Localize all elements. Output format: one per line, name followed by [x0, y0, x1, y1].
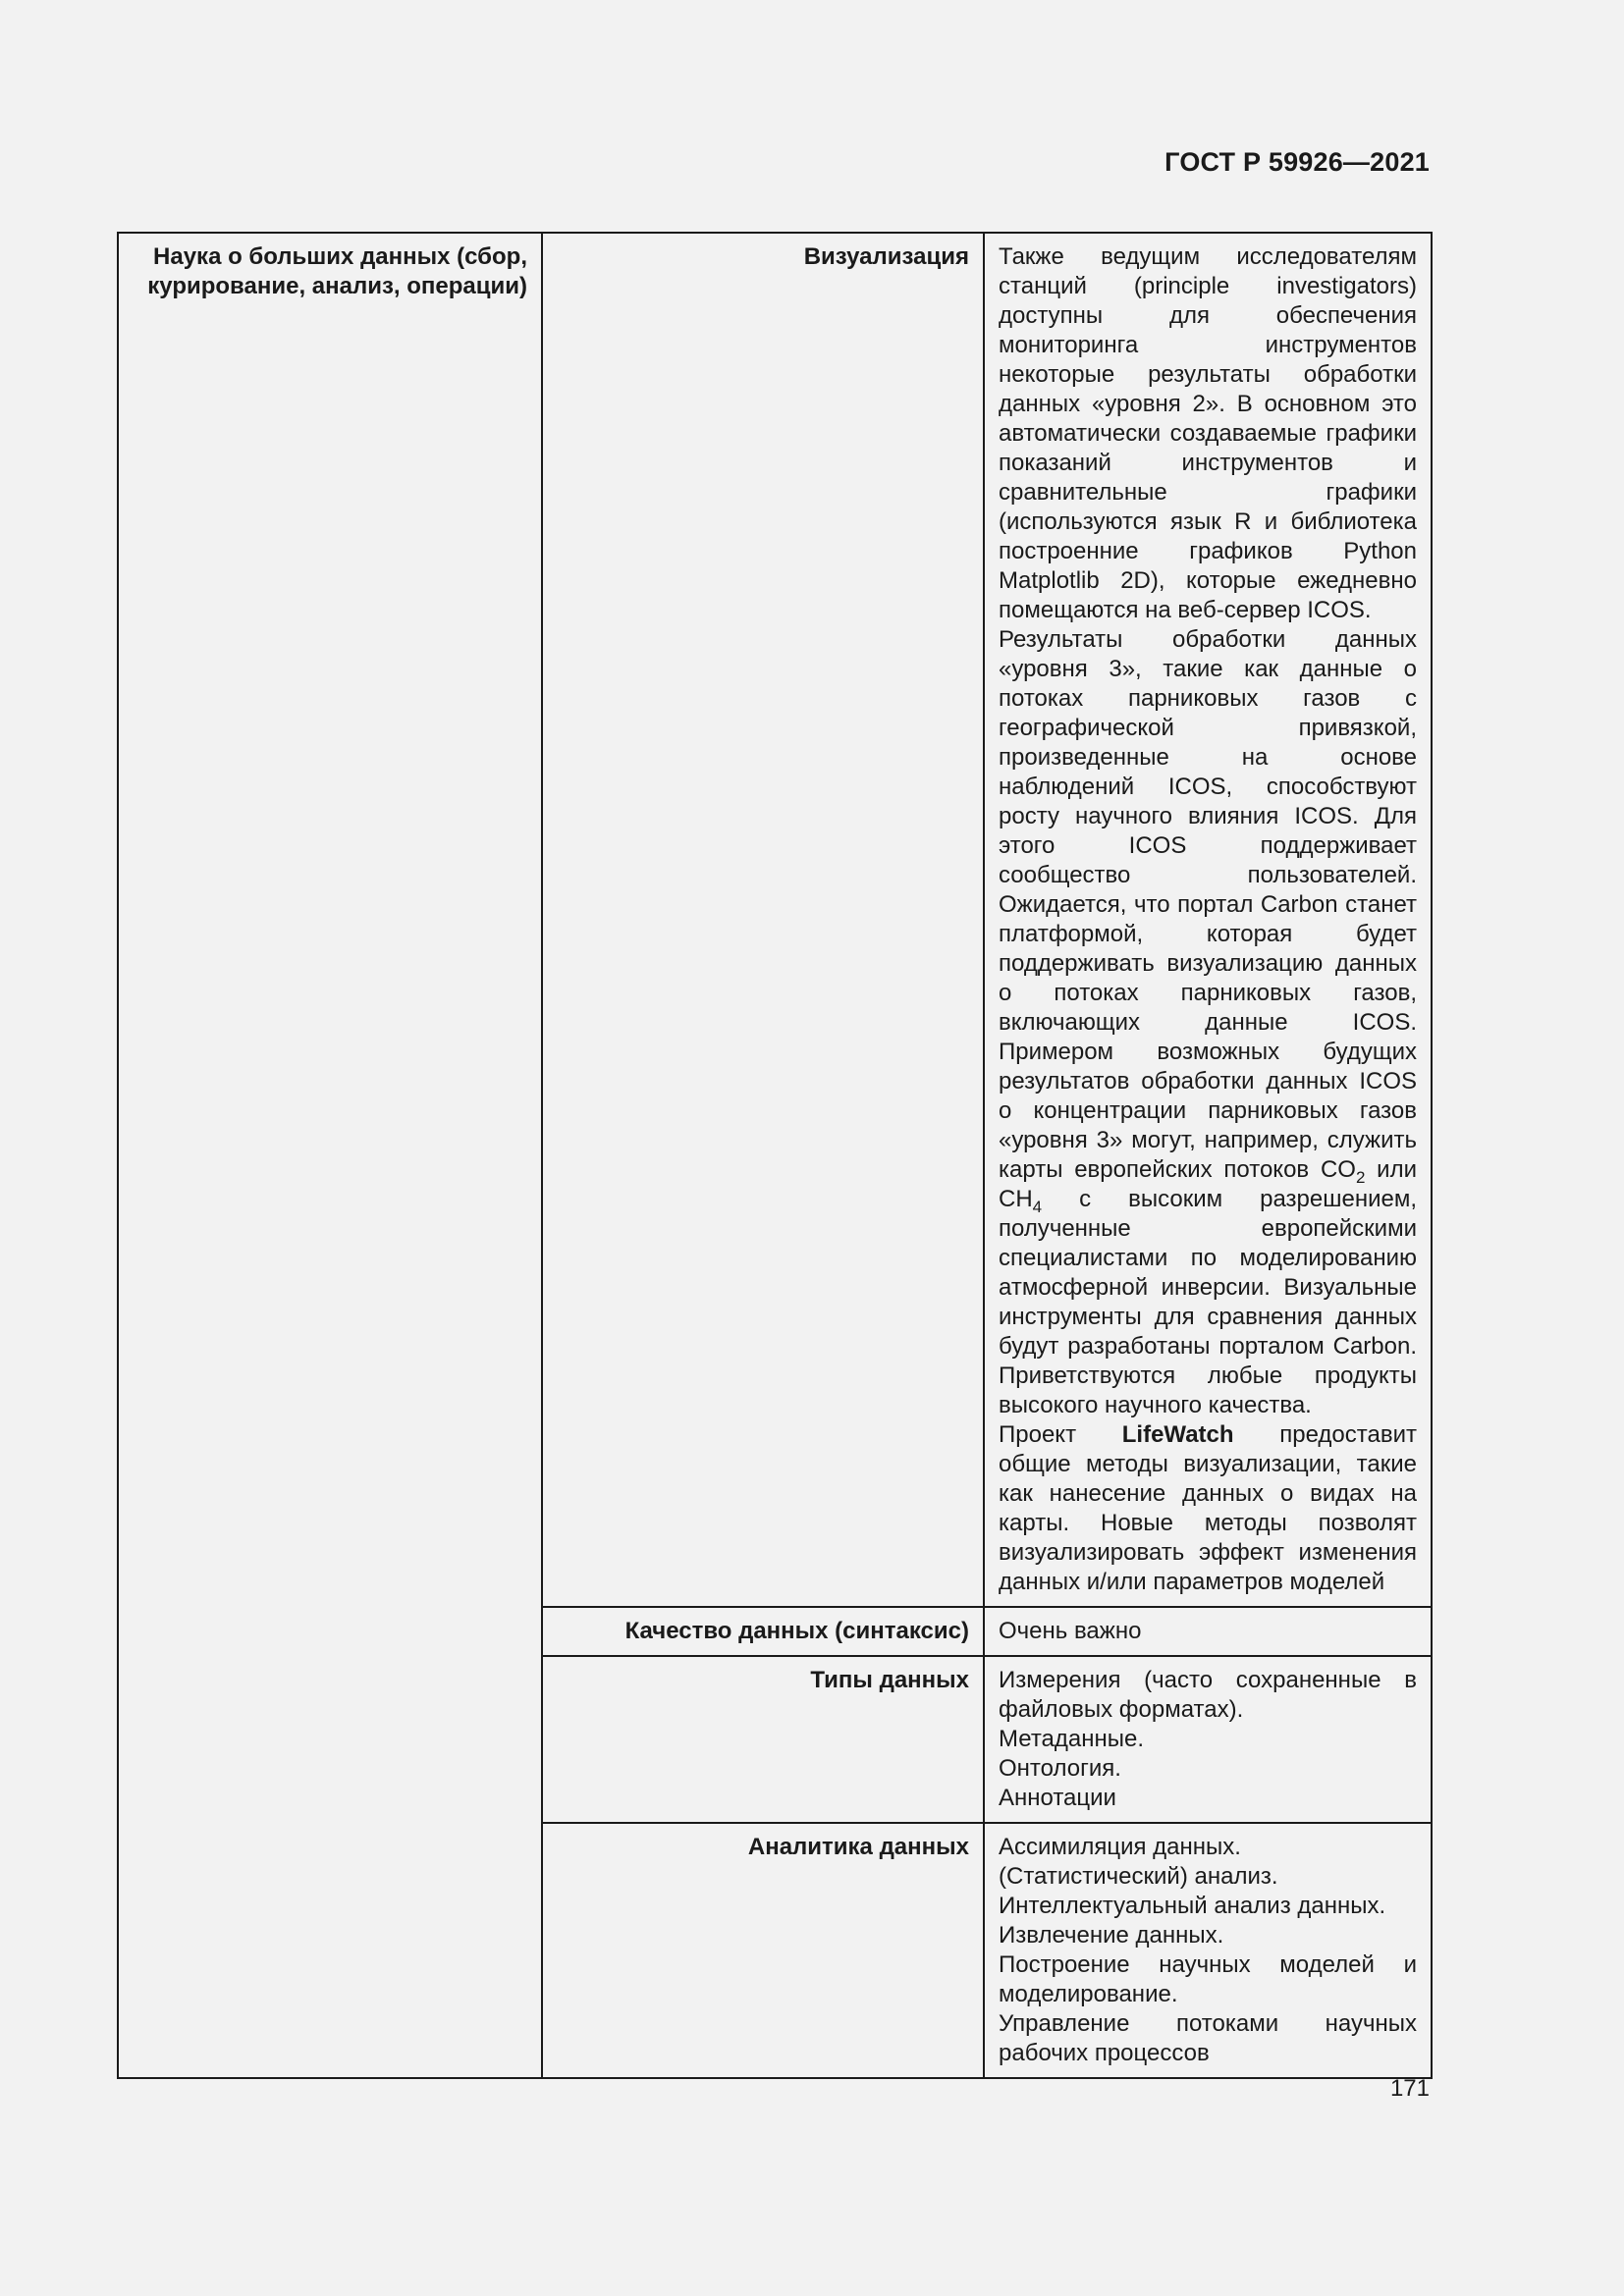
- description-cell: Очень важно: [984, 1607, 1432, 1656]
- aspect-cell: Качество данных (синтаксис): [542, 1607, 984, 1656]
- text-run: Результаты обработки данных «уровня 3», такие как данные о потоках парниковых газов с географической привязкой, произведенные на основе наблюдений ICOS, способствуют росту научного влияния ICOS. Для этого ICOS поддерживает сообщество пользователей. Ожидается, что портал Carbon станет платформой, которая будет поддерживать визуализацию данных о потоках парниковых газов, включающих данные ICOS. Примером возможных будущих результатов обработки данных ICOS о концентрации парниковых газов «уровня 3» могут, например, служить карты европейских потоков CO: [999, 626, 1417, 1183]
- text-run: или CH: [999, 1156, 1417, 1212]
- text-run: предоставит общие методы визуализации, такие как нанесение данных о видах на карты. Новые методы позволят визуализировать эффект изменения данных и/или параметров моделей: [999, 1421, 1417, 1595]
- project-name: LifeWatch: [1121, 1421, 1234, 1448]
- list-item: Метаданные.: [999, 1726, 1145, 1752]
- aspect-cell: Визуализация: [542, 233, 984, 1607]
- description-cell: [984, 233, 1432, 1607]
- description-cell: [984, 1656, 1432, 1823]
- list-item: (Статистический) анализ.: [999, 1863, 1278, 1890]
- list-item: Управление потоками научных рабочих процессов: [999, 2010, 1417, 2066]
- list-item: Построение научных моделей и моделирование.: [999, 1951, 1417, 2007]
- subscript: 4: [1032, 1197, 1043, 1216]
- paragraph: [999, 1420, 1417, 1597]
- page-number: 171: [1389, 2075, 1430, 2102]
- category-cell: Наука о больших данных (сбор, курирование, анализ, операции): [118, 233, 542, 2078]
- list-item: Интеллектуальный анализ данных.: [999, 1893, 1386, 1919]
- paragraph: [999, 625, 1417, 1420]
- paragraph: Также ведущим исследователям станций (principle investigators) доступны для обеспечения мониторинга инструментов некоторые результаты обработки данных «уровня 2». В основном это автоматически создаваемые графики показаний инструментов и сравнительные графики (используются язык R и библиотека построенние графиков Python Matplotlib 2D), которые ежедневно помещаются на веб-сервер ICOS.: [999, 243, 1417, 623]
- description-cell: [984, 1823, 1432, 2078]
- aspect-cell: Аналитика данных: [542, 1823, 984, 2078]
- list-item: Извлечение данных.: [999, 1922, 1224, 1949]
- document-id: ГОСТ Р 59926—2021: [1164, 147, 1430, 177]
- text-run: Проект: [999, 1421, 1122, 1448]
- subscript: 2: [1355, 1167, 1366, 1187]
- requirements-table: [117, 232, 1433, 2079]
- table-row: [118, 233, 1432, 1607]
- list-item: Ассимиляция данных.: [999, 1834, 1241, 1860]
- list-item: Онтология.: [999, 1755, 1121, 1782]
- list-item: Аннотации: [999, 1785, 1116, 1811]
- list-item: Измерения (часто сохраненные в файловых форматах).: [999, 1667, 1417, 1723]
- aspect-cell: Типы данных: [542, 1656, 984, 1823]
- text-run: с высоким разрешением, полученные европейскими специалистами по моделированию атмосферной инверсии. Визуальные инструменты для сравнения данных будут разработаны порталом Carbon. Приветствуются любые продукты высокого научного качества.: [999, 1186, 1417, 1418]
